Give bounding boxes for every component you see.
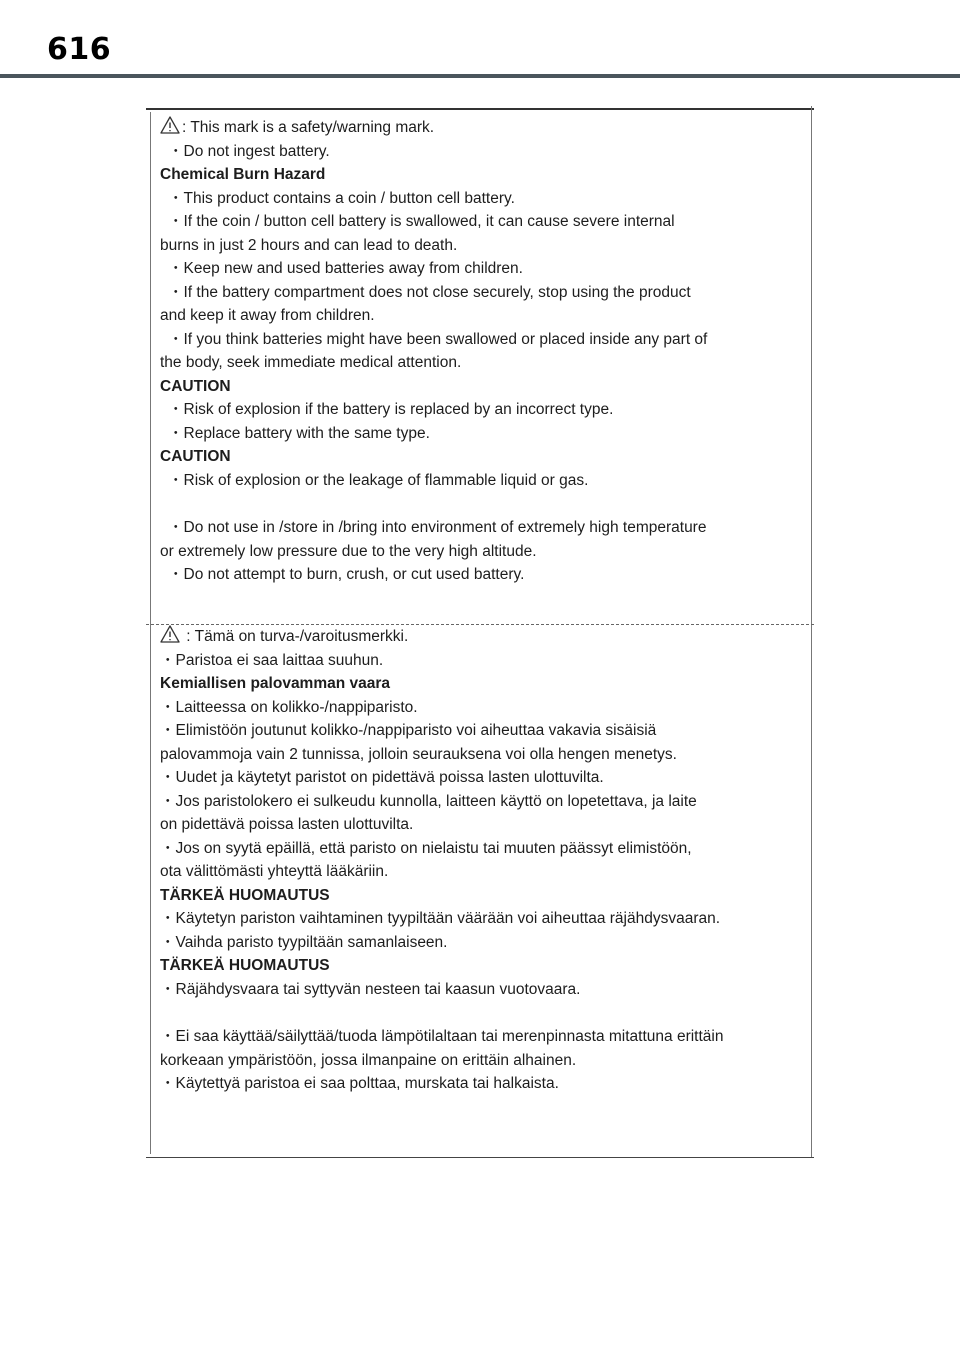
english-line-text: ・If you think batteries might have been swallowed or placed inside any part of: [168, 330, 708, 348]
english-line: [160, 304, 808, 328]
finnish-line: [160, 813, 808, 837]
english-line-text: ・If the coin / button cell battery is swallowed, it can cause severe internal: [168, 213, 675, 230]
english-line-heading: [160, 375, 808, 399]
finnish-line: [160, 625, 808, 649]
finnish-line: [160, 978, 808, 1002]
finnish-line-text: ・Jos on syytä epäillä, että paristo on nielaistu tai muuten päässyt elimistöön,: [160, 839, 692, 857]
english-line: [160, 257, 808, 281]
finnish-line-text: Kemiallisen palovamman vaara: [160, 675, 391, 692]
english-line-heading: [160, 163, 808, 187]
english-line-text: ・Risk of explosion or the leakage of flammable liquid or gas.: [168, 471, 589, 489]
english-line: [160, 469, 808, 493]
english-line-text: ・Keep new and used batteries away from children.: [168, 260, 523, 277]
bottom-rule: [146, 1157, 814, 1158]
english-line-text: the body, seek immediate medical attention.: [160, 354, 462, 371]
finnish-line-text: ・Räjähdysvaara tai syttyvän nesteen tai kaasun vuotovaara.: [160, 980, 581, 998]
finnish-line-text: TÄRKEÄ HUOMAUTUS: [160, 957, 330, 974]
finnish-line-text: ・Käytettyä paristoa ei saa polttaa, murskata tai halkaista.: [160, 1075, 559, 1092]
finnish-line-text: ・Vaihda paristo tyypiltään samanlaiseen.: [160, 933, 448, 951]
english-line-text: CAUTION: [160, 448, 231, 465]
english-line: [160, 563, 808, 587]
english-line: [160, 516, 808, 540]
finnish-line-heading: [160, 954, 808, 978]
warning-triangle-icon: [160, 116, 180, 134]
top-rule: [146, 108, 814, 110]
english-line: [160, 187, 808, 211]
english-line: [160, 351, 808, 375]
english-line: [160, 398, 808, 422]
english-line: [160, 140, 808, 164]
finnish-line-text: ota välittömästi yhteyttä lääkäriin.: [160, 863, 389, 880]
finnish-line: [160, 649, 808, 673]
finnish-line-text: palovammoja vain 2 tunnissa, jolloin seurauksena voi olla hengen menetys.: [160, 745, 677, 763]
finnish-line-text: ・Laitteessa on kolikko-/nappiparisto.: [160, 698, 418, 716]
finnish-line: [160, 790, 808, 814]
english-line-text: ・Risk of explosion if the battery is replaced by an incorrect type.: [168, 401, 614, 418]
finnish-line: [160, 860, 808, 884]
english-line: [160, 328, 808, 352]
english-line: [160, 422, 808, 446]
english-line: [160, 234, 808, 258]
finnish-line: [160, 1072, 808, 1096]
header-rule: [0, 74, 960, 78]
warning-triangle-icon: [160, 625, 180, 643]
english-line: [160, 281, 808, 305]
finnish-line-heading: [160, 884, 808, 908]
finnish-line: [160, 931, 808, 955]
english-line-text: or extremely low pressure due to the very high altitude.: [160, 542, 537, 560]
scanned-label-box: [146, 106, 814, 1161]
finnish-line-text: korkeaan ympäristöön, jossa ilmanpaine on erittäin alhainen.: [160, 1051, 577, 1069]
finnish-line: [160, 1049, 808, 1073]
finnish-line-text: : Tämä on turva-/varoitusmerkki.: [182, 628, 409, 645]
right-border: [811, 106, 812, 1158]
finnish-line-text: TÄRKEÄ HUOMAUTUS: [160, 886, 330, 904]
finnish-line-text: ・Paristoa ei saa laittaa suuhun.: [160, 651, 384, 669]
finnish-line-text: ・Uudet ja käytetyt paristot on pidettävä poissa lasten ulottuvilta.: [160, 769, 604, 786]
english-line-text: : This mark is a safety/warning mark.: [182, 119, 435, 136]
finnish-line: [160, 837, 808, 861]
finnish-line-heading: [160, 672, 808, 696]
finnish-warning-section: [160, 625, 808, 1096]
finnish-line-text: on pidettävä poissa lasten ulottuvilta.: [160, 816, 414, 833]
left-border: [150, 112, 151, 1154]
english-line: [160, 210, 808, 234]
english-line-text: burns in just 2 hours and can lead to death.: [160, 236, 458, 254]
english-line-text: ・Replace battery with the same type.: [168, 424, 430, 442]
finnish-line: [160, 766, 808, 790]
english-line-text: CAUTION: [160, 377, 231, 395]
english-warning-section: [160, 116, 808, 587]
english-line-text: ・Do not attempt to burn, crush, or cut used battery.: [168, 566, 525, 583]
finnish-line: [160, 1025, 808, 1049]
english-line-text: Chemical Burn Hazard: [160, 166, 326, 183]
finnish-line: [160, 743, 808, 767]
english-line-text: ・This product contains a coin / button cell battery.: [168, 189, 515, 207]
finnish-line-text: ・Elimistöön joutunut kolikko-/nappiparisto voi aiheuttaa vakavia sisäisiä: [160, 722, 657, 739]
finnish-line: [160, 719, 808, 743]
english-line: [160, 116, 808, 140]
finnish-line: [160, 696, 808, 720]
english-line-text: and keep it away from children.: [160, 307, 375, 324]
finnish-line-text: ・Ei saa käyttää/säilyttää/tuoda lämpötilaltaan tai merenpinnasta mitattuna erittäin: [160, 1028, 724, 1045]
finnish-line-text: ・Jos paristolokero ei sulkeudu kunnolla, laitteen käyttö on lopetettava, ja laite: [160, 792, 697, 810]
english-line-text: ・Do not ingest battery.: [168, 142, 330, 160]
finnish-line: [160, 907, 808, 931]
page-number: 616: [47, 32, 112, 67]
english-line-text: ・If the battery compartment does not close securely, stop using the product: [168, 283, 691, 301]
english-line-heading: [160, 445, 808, 469]
english-line: [160, 540, 808, 564]
finnish-line-text: ・Käytetyn pariston vaihtaminen tyypiltään väärään voi aiheuttaa räjähdysvaaran.: [160, 910, 721, 927]
english-line-text: ・Do not use in /store in /bring into environment of extremely high temperature: [168, 519, 707, 536]
